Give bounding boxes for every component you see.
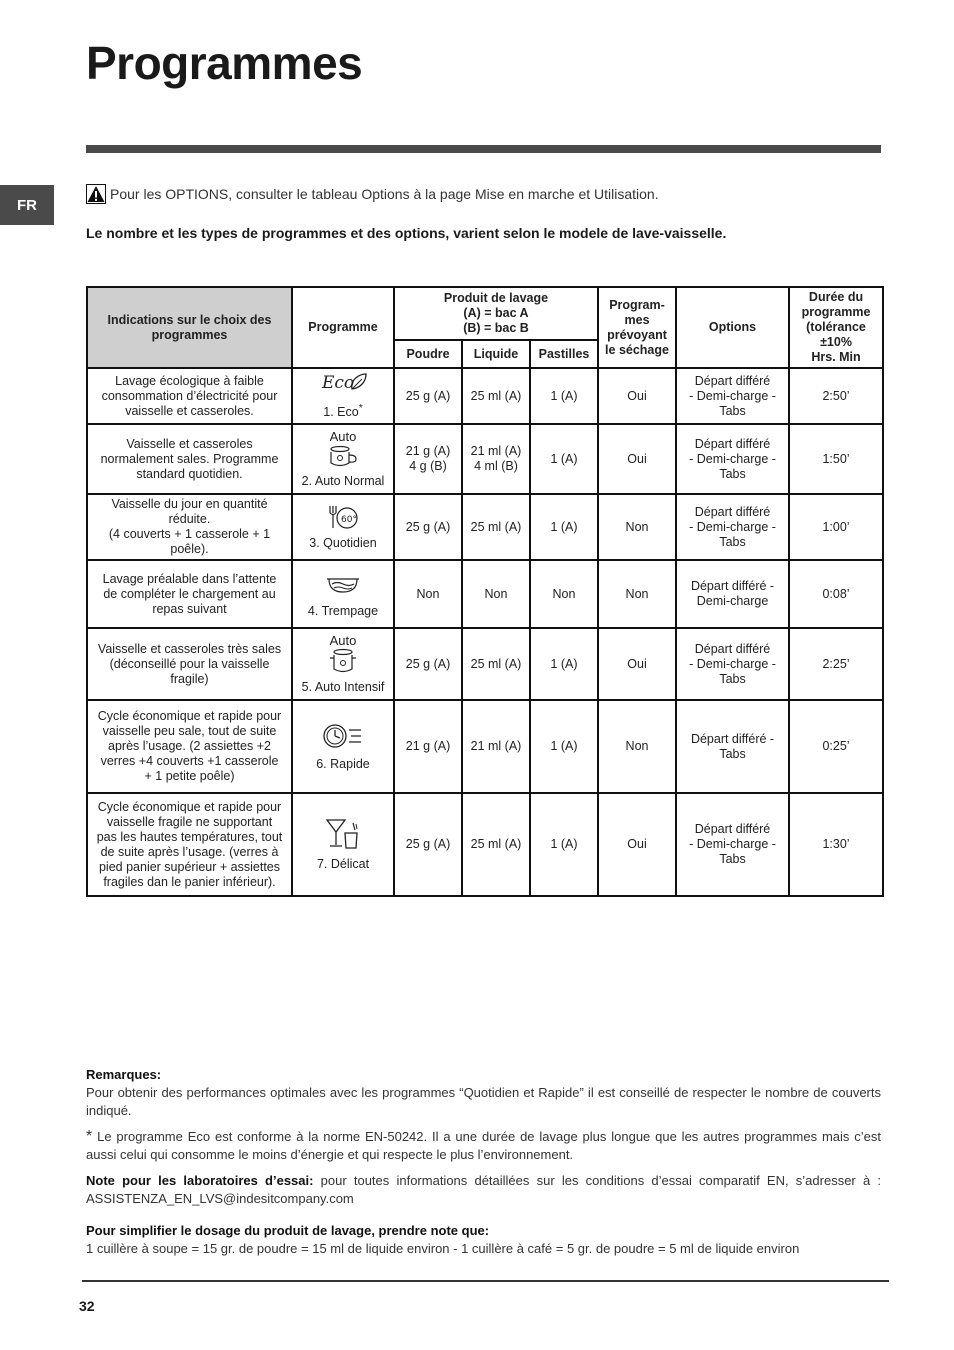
programme-cell xyxy=(292,793,394,896)
option-line: Départ différé xyxy=(694,822,771,836)
programme-name: 7. Délicat xyxy=(316,857,370,871)
option-line: Tabs xyxy=(719,746,746,761)
programme-cell xyxy=(292,560,394,628)
poudre-value: 25 g (A) xyxy=(405,388,451,403)
auto-label: Auto xyxy=(329,429,357,444)
page-title: Programmes xyxy=(86,37,363,89)
desc-line: consommation d’électricité pour xyxy=(101,388,278,403)
header-duree-l4: ±10% xyxy=(820,335,852,349)
auto-label: Auto xyxy=(329,633,357,648)
poudre-value: 25 g (A) xyxy=(405,656,451,671)
poudre-cell xyxy=(394,424,462,494)
warning-triangle-icon xyxy=(86,184,106,204)
programme-name: 3. Quotidien xyxy=(309,535,377,550)
header-duree xyxy=(789,287,883,368)
options-note xyxy=(86,184,659,204)
sechage-cell: Oui xyxy=(598,424,676,494)
duree-cell: 0:08’ xyxy=(789,560,883,628)
row-description xyxy=(87,368,292,424)
desc-line: normalement sales. Programme xyxy=(100,451,279,466)
option-line: - Demi-charge - xyxy=(689,656,776,671)
duree-cell: 1:00’ xyxy=(789,494,883,560)
header-sechage-l4: le séchage xyxy=(605,342,669,357)
auto-pot-icon xyxy=(326,648,360,674)
poudre-value: 25 g (A) xyxy=(405,519,451,534)
option-line: Départ différé xyxy=(694,373,771,388)
desc-line: pas les hautes températures, tout xyxy=(96,829,283,844)
desc-line: pied panier supérieur + assiettes xyxy=(98,859,280,874)
row-description xyxy=(87,628,292,700)
poudre-value: 21 g (A) xyxy=(405,444,451,458)
duree-cell: 1:50’ xyxy=(789,424,883,494)
desc-line: de compléter le chargement au xyxy=(103,586,276,601)
pastilles-cell: 1 (A) xyxy=(530,494,598,560)
programme-cell xyxy=(292,700,394,793)
header-liquide: Liquide xyxy=(462,340,530,368)
desc-line: de suite après l’usage. (verres à xyxy=(100,844,279,859)
wine-glass-icon xyxy=(323,817,363,851)
row-description xyxy=(87,494,292,560)
remarks-p2 xyxy=(86,1128,881,1164)
liquide-cell xyxy=(462,494,530,560)
poudre-cell xyxy=(394,560,462,628)
models-note: Le nombre et les types de programmes et des options, varient selon le modele de lave-vaisselle. xyxy=(86,225,727,241)
liquide-value: 25 ml (A) xyxy=(470,519,522,534)
liquide-value: 21 ml (A) xyxy=(470,444,522,458)
header-sechage xyxy=(598,287,676,368)
desc-line: Vaisselle du jour en quantité xyxy=(111,497,268,511)
desc-line: Lavage écologique à faible xyxy=(115,373,264,388)
pastilles-cell: 1 (A) xyxy=(530,368,598,424)
header-produit-l3: (B) = bac B xyxy=(463,321,529,335)
header-pastilles: Pastilles xyxy=(530,340,598,368)
desc-line: standard quotidien. xyxy=(136,466,243,481)
programme-name: 2. Auto Normal xyxy=(301,474,385,488)
desc-line: fragile) xyxy=(170,671,209,686)
header-duree-l1: Durée du xyxy=(808,290,864,304)
programme-name: 6. Rapide xyxy=(316,757,370,771)
liquide-cell xyxy=(462,628,530,700)
options-note-text: Pour les OPTIONS, consulter le tableau Options à la page Mise en marche et Utilisation. xyxy=(110,186,659,202)
dosage-text: 1 cuillère à soupe = 15 gr. de poudre = 15 ml de liquide environ - 1 cuillère à café = 5 gr. de poudre = 5 ml de liquide environ xyxy=(86,1241,800,1256)
svg-text:60°: 60° xyxy=(341,514,357,525)
options-cell xyxy=(676,628,789,700)
programmes-table xyxy=(86,286,884,897)
desc-line: verres +4 couverts +1 casserole xyxy=(100,754,279,768)
option-line: Tabs xyxy=(719,671,746,686)
option-line: Départ différé - xyxy=(690,731,775,746)
desc-line: poêle). xyxy=(170,542,209,556)
option-line: Départ différé - xyxy=(690,579,775,593)
table-row xyxy=(87,560,883,628)
remarks-p1: Pour obtenir des performances optimales avec les programmes “Quotidien et Rapide” il est conseillé de respecter le nombre de couverts indiqué. xyxy=(86,1085,881,1118)
programme-cell xyxy=(292,494,394,560)
sechage-cell: Non xyxy=(598,700,676,793)
clock-speed-icon xyxy=(321,721,365,751)
pastilles-cell: 1 (A) xyxy=(530,700,598,793)
remarks-p3 xyxy=(86,1172,881,1208)
options-cell xyxy=(676,424,789,494)
page-number: 32 xyxy=(79,1298,95,1314)
poudre-value: 25 g (A) xyxy=(405,837,451,851)
header-produit-l1: Produit de lavage xyxy=(443,291,549,305)
header-duree-l2: programme xyxy=(801,305,871,319)
desc-line: fragiles dan le panier inférieur). xyxy=(103,874,276,889)
poudre-cell xyxy=(394,628,462,700)
poudre-cell xyxy=(394,368,462,424)
header-duree-l3: (tolérance xyxy=(806,320,866,334)
option-line: Départ différé xyxy=(694,641,771,656)
auto-pot-icon xyxy=(326,444,360,468)
table-row xyxy=(87,793,883,896)
desc-line: vaisselle et casseroles. xyxy=(125,403,254,418)
pastilles-cell: Non xyxy=(530,560,598,628)
table-row xyxy=(87,424,883,494)
options-cell xyxy=(676,368,789,424)
remarks-heading: Remarques: xyxy=(86,1067,162,1082)
liquide-value: 4 ml (B) xyxy=(474,459,518,473)
sechage-cell: Non xyxy=(598,494,676,560)
row-description xyxy=(87,793,292,896)
duree-cell: 2:50’ xyxy=(789,368,883,424)
remarks-section xyxy=(86,1066,881,1266)
remarks-p4 xyxy=(86,1222,881,1240)
options-cell xyxy=(676,793,789,896)
option-line: - Demi-charge - xyxy=(689,837,776,851)
options-cell xyxy=(676,494,789,560)
desc-line: Vaisselle et casseroles xyxy=(126,436,253,451)
remarks-p2-text: Le programme Eco est conforme à la norme EN-50242. Il a une durée de lavage plus longue que les autres programmes mais c’est aussi celui qui consomme le moins d’énergie et qui respecte le plus l’environnement. xyxy=(86,1129,881,1162)
header-options: Options xyxy=(676,287,789,368)
option-line: Demi-charge xyxy=(696,594,769,608)
poudre-cell xyxy=(394,494,462,560)
cutlery-60-icon xyxy=(325,504,361,530)
duree-cell: 0:25’ xyxy=(789,700,883,793)
option-line: Départ différé xyxy=(694,436,771,451)
desc-line: Vaisselle et casseroles très sales xyxy=(97,641,282,656)
liquide-value: 21 ml (A) xyxy=(470,739,522,753)
poudre-value: 21 g (A) xyxy=(405,739,451,753)
option-line: Tabs xyxy=(719,403,746,418)
liquide-value: 25 ml (A) xyxy=(470,388,522,403)
header-produit xyxy=(394,287,598,340)
pastilles-cell: 1 (A) xyxy=(530,628,598,700)
liquide-cell xyxy=(462,793,530,896)
header-produit-l2: (A) = bac A xyxy=(463,306,529,320)
row-description xyxy=(87,424,292,494)
desc-line: Lavage préalable dans l’attente xyxy=(102,571,277,586)
poudre-value: 4 g (B) xyxy=(409,459,447,473)
eco-asterisk: * xyxy=(358,403,363,415)
title-rule xyxy=(86,145,881,153)
desc-line: (4 couverts + 1 casserole + 1 xyxy=(108,527,271,541)
soak-bowl-icon xyxy=(323,570,363,598)
poudre-cell xyxy=(394,793,462,896)
header-sechage-l1: Program- xyxy=(609,297,665,312)
liquide-cell xyxy=(462,424,530,494)
programme-name: 5. Auto Intensif xyxy=(301,680,385,694)
pastilles-cell: 1 (A) xyxy=(530,424,598,494)
liquide-cell xyxy=(462,560,530,628)
header-poudre: Poudre xyxy=(394,340,462,368)
pastilles-cell: 1 (A) xyxy=(530,793,598,896)
desc-line: après l’usage. (2 assiettes +2 xyxy=(108,739,271,753)
eco-leaf-icon xyxy=(318,371,368,395)
sechage-cell: Oui xyxy=(598,793,676,896)
option-line: - Demi-charge - xyxy=(689,519,776,534)
programme-cell xyxy=(292,368,394,424)
liquide-value: 25 ml (A) xyxy=(470,656,522,671)
desc-line: (déconseillé pour la vaisselle xyxy=(109,656,270,671)
liquide-cell xyxy=(462,368,530,424)
programme-cell xyxy=(292,424,394,494)
option-line: Tabs xyxy=(719,534,746,549)
desc-line: Cycle économique et rapide pour xyxy=(97,709,282,723)
row-description xyxy=(87,560,292,628)
poudre-value: Non xyxy=(416,586,440,601)
option-line: Tabs xyxy=(719,852,746,866)
option-line: Tabs xyxy=(719,466,746,481)
options-cell xyxy=(676,700,789,793)
eco-footnote-mark: * xyxy=(86,1128,93,1145)
duree-cell: 2:25’ xyxy=(789,628,883,700)
header-programme: Programme xyxy=(292,287,394,368)
option-line: - Demi-charge - xyxy=(689,388,776,403)
desc-line: vaisselle peu sale, tout de suite xyxy=(102,724,277,738)
svg-text:Eco: Eco xyxy=(322,373,355,394)
lab-note-heading: Note pour les laboratoires d’essai: xyxy=(86,1173,314,1188)
desc-line: réduite. xyxy=(168,512,211,526)
desc-line: vaisselle fragile ne supportant xyxy=(106,814,273,829)
option-line: Départ différé xyxy=(694,504,771,519)
header-sechage-l3: prévoyant xyxy=(607,327,667,342)
table-row xyxy=(87,628,883,700)
duree-cell: 1:30’ xyxy=(789,793,883,896)
lab-note-text: pour toutes informations détaillées sur les conditions d’essai comparatif EN, s’adresser à : ASSISTENZA_EN_LVS@indesitcompany.com xyxy=(86,1173,881,1206)
desc-line: Cycle économique et rapide pour xyxy=(97,799,282,814)
programme-name: 1. Eco xyxy=(323,405,359,420)
liquide-cell xyxy=(462,700,530,793)
sechage-cell: Oui xyxy=(598,628,676,700)
sechage-cell: Oui xyxy=(598,368,676,424)
options-cell xyxy=(676,560,789,628)
row-description xyxy=(87,700,292,793)
sechage-cell: Non xyxy=(598,560,676,628)
liquide-value: Non xyxy=(484,586,508,601)
table-row xyxy=(87,368,883,424)
table-row xyxy=(87,494,883,560)
header-indications: Indications sur le choix des programmes xyxy=(87,287,292,368)
programme-name: 4. Trempage xyxy=(307,603,379,618)
header-duree-l5: Hrs. Min xyxy=(811,350,861,364)
poudre-cell xyxy=(394,700,462,793)
desc-line: repas suivant xyxy=(152,601,227,616)
dosage-heading: Pour simplifier le dosage du produit de lavage, prendre note que: xyxy=(86,1223,490,1238)
desc-line: + 1 petite poêle) xyxy=(144,769,235,783)
language-tab: FR xyxy=(0,185,54,225)
option-line: - Demi-charge - xyxy=(689,451,776,466)
bottom-rule xyxy=(82,1280,889,1282)
header-sechage-l2: mes xyxy=(624,312,650,327)
table-row xyxy=(87,700,883,793)
liquide-value: 25 ml (A) xyxy=(470,837,522,851)
programme-cell xyxy=(292,628,394,700)
